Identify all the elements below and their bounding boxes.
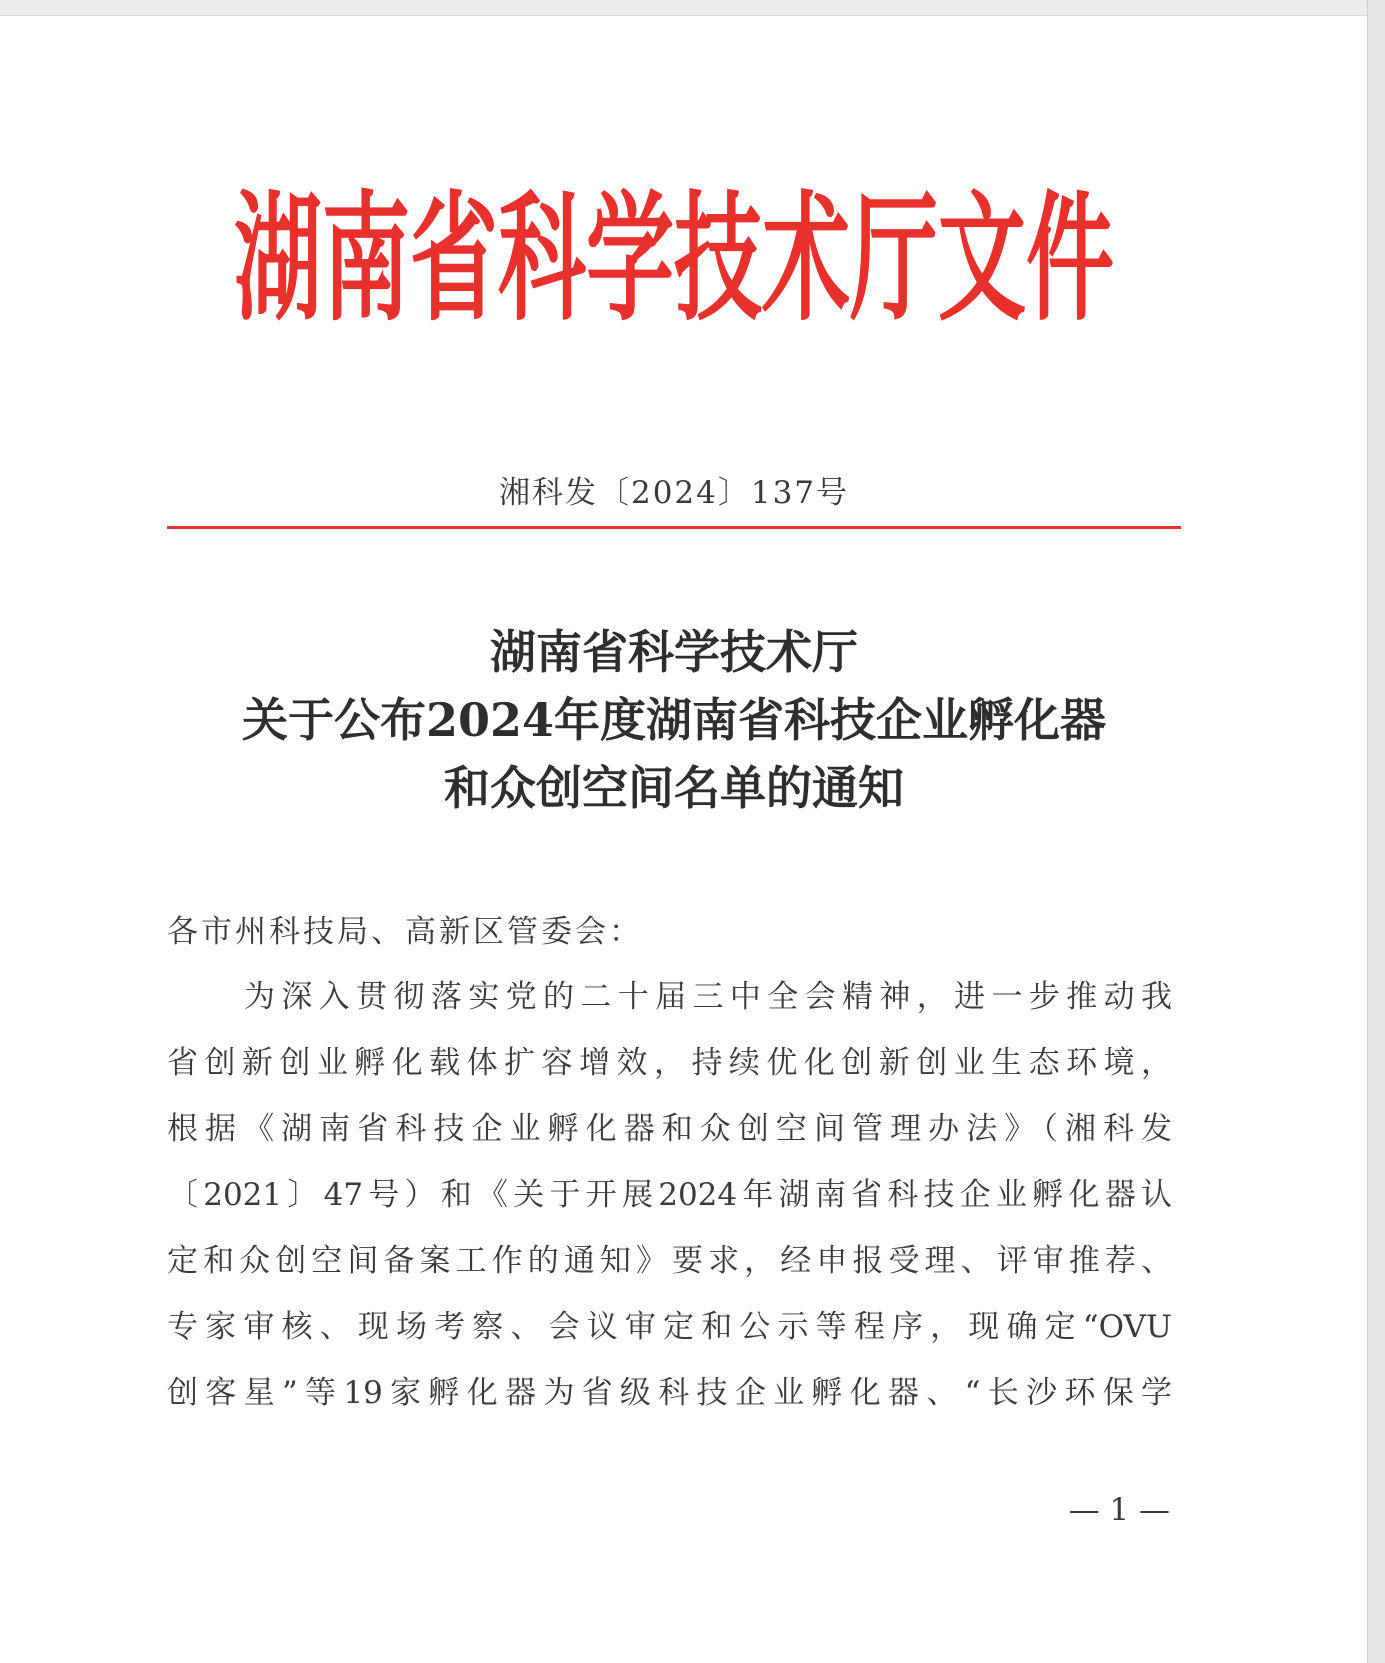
notice-title-line: 和众创空间名单的通知 xyxy=(444,761,904,815)
salutation: 各市州科技局、高新区管委会： xyxy=(167,914,643,950)
body-paragraph xyxy=(167,964,1172,1426)
document-header xyxy=(167,177,1181,341)
document-number: 湘科发〔2024〕137号 xyxy=(498,475,850,511)
body-line: 专家审核、现场考察、会议审定和公示等程序，现确定“OVU xyxy=(167,1309,1172,1345)
viewer-top-edge xyxy=(0,0,1385,16)
header-title: 湖南省科学技术厅文件 xyxy=(233,177,1114,341)
notice-title-line: 关于公布2024年度湖南省科技企业孵化器 xyxy=(241,693,1107,747)
header-divider xyxy=(167,526,1181,529)
notice-title-line: 湖南省科学技术厅 xyxy=(490,625,858,679)
body-line: 〔2021〕47号）和《关于开展2024年湖南省科技企业孵化器认 xyxy=(167,1177,1172,1213)
page-number: — 1 — xyxy=(1068,1492,1170,1528)
notice-title xyxy=(167,618,1181,822)
body-line: 根据《湖南省科技企业孵化器和众创空间管理办法》（湘科发 xyxy=(167,1111,1172,1147)
body-line: 为深入贯彻落实党的二十届三中全会精神，进一步推动我 xyxy=(244,979,1172,1015)
body-line: 定和众创空间备案工作的通知》要求，经申报受理、评审推荐、 xyxy=(167,1243,1172,1279)
viewer-right-edge xyxy=(1367,0,1385,1663)
body-line: 省创新创业孵化载体扩容增效，持续优化创新创业生态环境， xyxy=(167,1045,1172,1081)
body-line: 创客星”等19家孵化器为省级科技企业孵化器、“长沙环保学 xyxy=(167,1375,1172,1411)
